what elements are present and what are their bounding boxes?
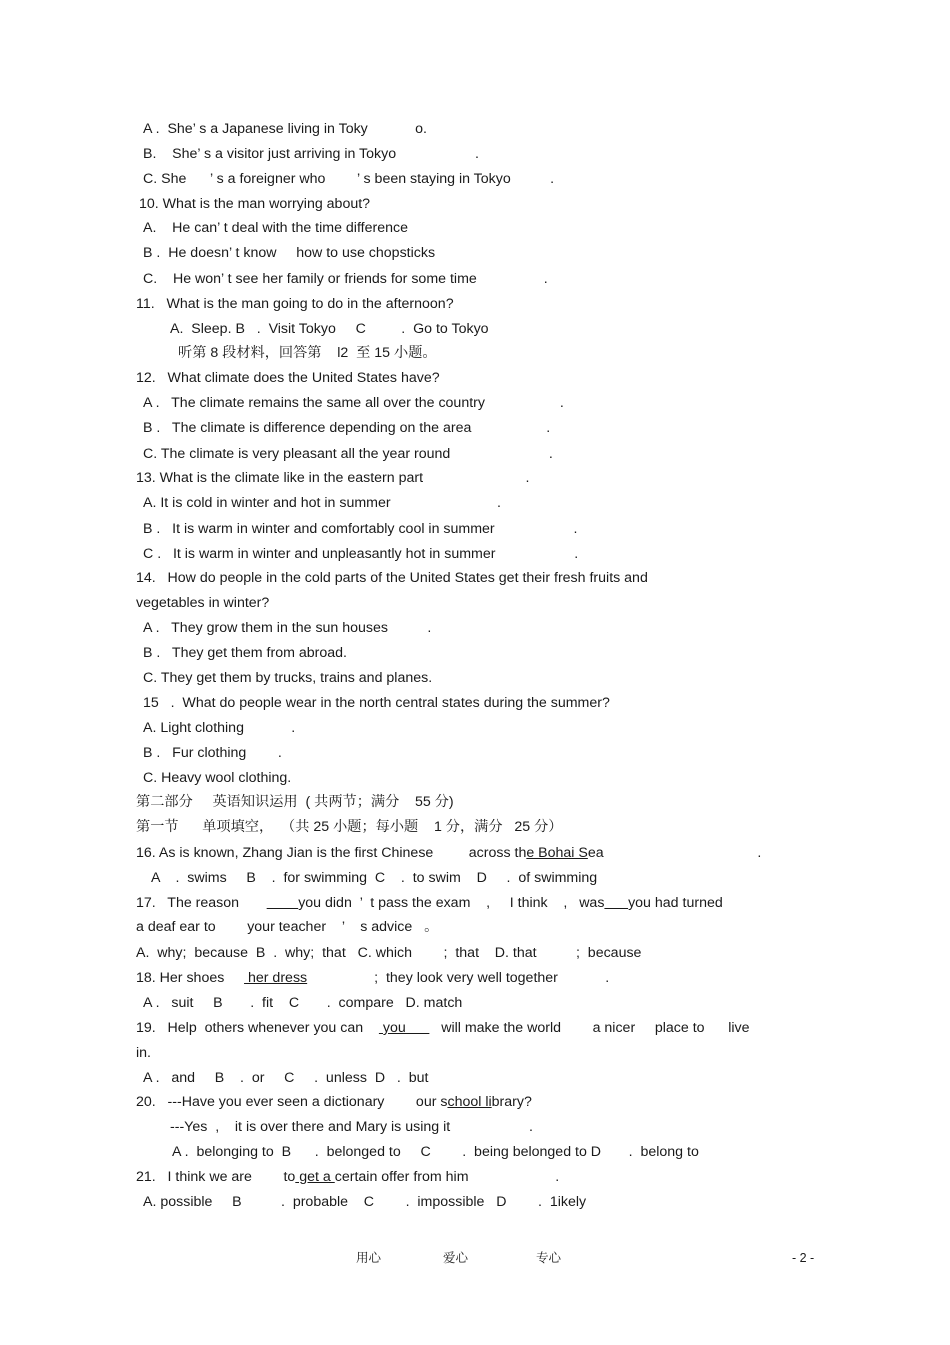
option-12b: B . The climate is difference depending on the area . — [143, 420, 551, 436]
q18-text: 18. Her shoes — [136, 970, 245, 986]
options-16: A . swims B . for swimming C . to swim D . of swimming — [151, 870, 598, 886]
option-14c: C. They get them by trucks, trains and planes. — [143, 670, 433, 686]
q17-text-mid: you didn ’ t pass the exam , I think , was — [298, 895, 605, 911]
q16-text: 16. As is known, Zhang Jian is the first Chinese across th — [136, 845, 527, 861]
option-9b: B. She’ s a visitor just arriving in Tokyo . — [143, 146, 479, 162]
q19-underlined: you — [378, 1020, 430, 1036]
footer-left: 用心 — [356, 1251, 382, 1265]
q18-text-end: ; they look very well together . — [307, 970, 610, 986]
section-instruction: 听第 8 段材料，回答第 l2 至 15 小题。 — [178, 345, 437, 361]
option-14b: B . They get them from abroad. — [143, 645, 347, 661]
q20-text-end: brary? — [491, 1094, 532, 1110]
option-13a: A. It is cold in winter and hot in summer . — [143, 495, 501, 511]
q17-blank-1 — [267, 895, 299, 911]
options-11: A. Sleep. B . Visit Tokyo C . Go to Tokyo — [170, 321, 489, 337]
question-20-reply: ---Yes , it is over there and Mary is using it . — [170, 1119, 533, 1135]
q20-underlined: chool li — [447, 1094, 492, 1110]
question-10: 10. What is the man worrying about? — [139, 196, 371, 212]
options-18: A . suit B . fit C . compare D. match — [143, 995, 463, 1011]
q17-text-end: you had turned — [628, 895, 723, 911]
q19-text: 19. Help others whenever you can — [136, 1020, 379, 1036]
q21-underlined: get a — [295, 1169, 335, 1185]
option-15c: C. Heavy wool clothing. — [143, 770, 292, 786]
question-14: 14. How do people in the cold parts of the United States get their fresh fruits and — [136, 570, 648, 586]
question-19 — [136, 1019, 750, 1037]
option-14a: A . They grow them in the sun houses . — [143, 620, 432, 636]
option-13c: C . It is warm in winter and unpleasantly hot in summer . — [143, 546, 579, 562]
question-14-cont: vegetables in winter? — [136, 595, 270, 611]
option-12c: C. The climate is very pleasant all the year round . — [143, 446, 553, 462]
question-11: 11. What is the man going to do in the afternoon? — [136, 296, 454, 312]
option-13b: B . It is warm in winter and comfortably cool in summer . — [143, 521, 578, 537]
options-17: A. why; because B . why; that C. which ; that D. that ; because — [136, 945, 642, 961]
options-19: A . and B . or C . unless D . but — [143, 1070, 429, 1086]
question-20 — [136, 1093, 532, 1111]
q17-text: 17. The reason — [136, 895, 267, 911]
footer-mid: 爱心 — [443, 1251, 469, 1265]
q21-text-end: certain offer from him . — [334, 1169, 560, 1185]
option-15a: A. Light clothing . — [143, 720, 296, 736]
question-15: 15 . What do people wear in the north central states during the summer? — [143, 695, 610, 711]
q21-text: 21. I think we are to — [136, 1169, 296, 1185]
q18-underlined: her dress — [244, 970, 308, 986]
section-one-heading: 第一节 单项填空， （共 25 小题；每小题 1 分，满分 25 分） — [136, 819, 563, 835]
option-12a: A . The climate remains the same all over the country . — [143, 395, 564, 411]
question-16 — [136, 844, 761, 862]
option-10a: A. He can’ t deal with the time difference — [143, 220, 408, 236]
question-21 — [136, 1168, 559, 1186]
options-21: A. possible B . probable C . impossible D . 1ikely — [143, 1194, 587, 1210]
option-10c: C. He won’ t see her family or friends for some time . — [143, 271, 548, 287]
question-12: 12. What climate does the United States have? — [136, 370, 440, 386]
option-15b: B . Fur clothing . — [143, 745, 282, 761]
q19-text-end: will make the world a nicer place to live — [429, 1020, 750, 1036]
q20-text: 20. ---Have you ever seen a dictionary our s — [136, 1094, 448, 1110]
q16-underlined: e Bohai S — [526, 845, 588, 861]
footer-right: 专心 — [536, 1251, 562, 1265]
q17-blank-2 — [604, 895, 628, 911]
page-number: - 2 - — [792, 1251, 815, 1265]
question-18 — [136, 969, 609, 987]
question-17 — [136, 894, 723, 912]
option-9a: A . She’ s a Japanese living in Toky o. — [143, 121, 427, 137]
question-13: 13. What is the climate like in the eastern part . — [136, 470, 530, 486]
part-two-heading: 第二部分 英语知识运用 ( 共两节；满分 55 分) — [136, 794, 454, 810]
question-19-cont: in. — [136, 1045, 151, 1061]
question-17-cont: a deaf ear to your teacher ’ s advice 。 — [136, 919, 439, 935]
q16-text-end: ea . — [587, 845, 762, 861]
options-20: A . belonging to B . belonged to C . being belonged to D . belong to — [172, 1144, 699, 1160]
option-10b: B . He doesn’ t know how to use chopsticks — [143, 245, 436, 261]
option-9c: C. She ’ s a foreigner who ’ s been staying in Tokyo . — [143, 171, 555, 187]
